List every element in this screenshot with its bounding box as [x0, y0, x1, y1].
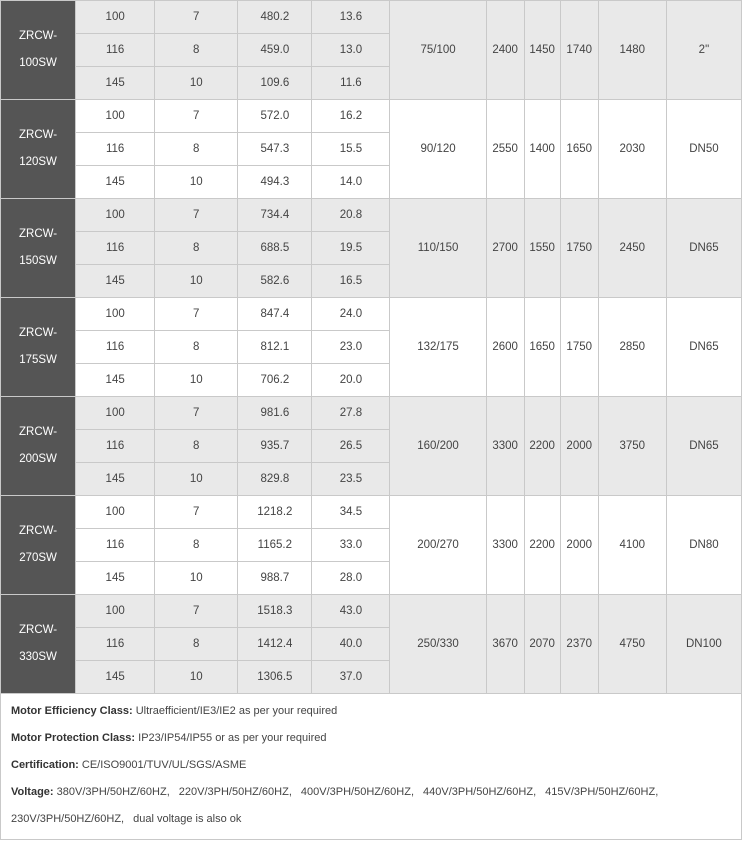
- model-name-prefix: ZRCW-: [18, 525, 58, 537]
- model-name-suffix: 270SW: [19, 552, 57, 564]
- table-cell: 847.4: [238, 298, 312, 331]
- table-cell: 116: [76, 133, 155, 166]
- table-cell: 10: [155, 166, 238, 199]
- voltage-label: Voltage:: [11, 786, 54, 798]
- weight-cell: 4100: [598, 496, 666, 595]
- dimension-cell: 2600: [486, 298, 524, 397]
- outlet-cell: 2": [666, 1, 741, 100]
- model-name-cell: [1, 298, 76, 397]
- table-cell: 116: [76, 331, 155, 364]
- power-cell: 75/100: [390, 1, 486, 100]
- table-cell: 734.4: [238, 199, 312, 232]
- dimension-cell: 2000: [560, 397, 598, 496]
- table-cell: 15.5: [312, 133, 390, 166]
- table-cell: 116: [76, 430, 155, 463]
- table-cell: 459.0: [238, 34, 312, 67]
- table-cell: 33.0: [312, 529, 390, 562]
- table-cell: 28.0: [312, 562, 390, 595]
- dimension-cell: 2000: [560, 496, 598, 595]
- certification-note: [11, 752, 731, 779]
- table-row: [1, 298, 742, 331]
- weight-cell: 2030: [598, 100, 666, 199]
- table-cell: 19.5: [312, 232, 390, 265]
- weight-cell: 2450: [598, 199, 666, 298]
- table-cell: 13.0: [312, 34, 390, 67]
- table-row: [1, 1, 742, 34]
- model-name-suffix: 175SW: [19, 354, 57, 366]
- table-cell: 10: [155, 562, 238, 595]
- motor-efficiency-note: [11, 698, 731, 725]
- table-cell: 8: [155, 628, 238, 661]
- dimension-cell: 1650: [560, 100, 598, 199]
- table-cell: 981.6: [238, 397, 312, 430]
- table-cell: 1218.2: [238, 496, 312, 529]
- table-cell: 11.6: [312, 67, 390, 100]
- table-row: [1, 496, 742, 529]
- model-name-cell: [1, 1, 76, 100]
- model-group: [1, 298, 742, 397]
- efficiency-value: Ultraefficient/IE3/IE2 as per your required: [132, 705, 338, 717]
- table-cell: 16.5: [312, 265, 390, 298]
- power-cell: 110/150: [390, 199, 486, 298]
- table-cell: 100: [76, 100, 155, 133]
- power-cell: 90/120: [390, 100, 486, 199]
- table-cell: 706.2: [238, 364, 312, 397]
- table-cell: 547.3: [238, 133, 312, 166]
- voltage-option: 400V/3PH/50HZ/60HZ,: [300, 786, 415, 798]
- table-cell: 145: [76, 364, 155, 397]
- efficiency-label: Motor Efficiency Class:: [11, 705, 133, 717]
- table-cell: 145: [76, 463, 155, 496]
- voltage-note-continued: [11, 806, 731, 833]
- table-cell: 24.0: [312, 298, 390, 331]
- table-cell: 8: [155, 331, 238, 364]
- table-cell: 40.0: [312, 628, 390, 661]
- table-cell: 23.0: [312, 331, 390, 364]
- table-row: [1, 199, 742, 232]
- voltage-option: 440V/3PH/50HZ/60HZ,: [423, 786, 537, 798]
- weight-cell: 1480: [598, 1, 666, 100]
- table-cell: 7: [155, 100, 238, 133]
- dimension-cell: 2400: [486, 1, 524, 100]
- model-name-cell: [1, 595, 76, 694]
- voltage-option: 380V/3PH/50HZ/60HZ,: [56, 786, 170, 798]
- weight-cell: 3750: [598, 397, 666, 496]
- outlet-cell: DN65: [666, 199, 741, 298]
- table-cell: 27.8: [312, 397, 390, 430]
- table-cell: 8: [155, 133, 238, 166]
- dimension-cell: 1450: [524, 1, 560, 100]
- dimension-cell: 2200: [524, 496, 560, 595]
- model-name-cell: [1, 496, 76, 595]
- table-cell: 1306.5: [238, 661, 312, 694]
- table-cell: 7: [155, 1, 238, 34]
- table-cell: 7: [155, 595, 238, 628]
- table-cell: 7: [155, 298, 238, 331]
- model-name-suffix: 120SW: [19, 156, 57, 168]
- table-cell: 935.7: [238, 430, 312, 463]
- model-name-prefix: ZRCW-: [18, 228, 58, 240]
- table-cell: 116: [76, 628, 155, 661]
- table-cell: 14.0: [312, 166, 390, 199]
- dimension-cell: 1400: [524, 100, 560, 199]
- table-cell: 145: [76, 265, 155, 298]
- table-cell: 43.0: [312, 595, 390, 628]
- table-cell: 23.5: [312, 463, 390, 496]
- table-cell: 100: [76, 199, 155, 232]
- table-cell: 829.8: [238, 463, 312, 496]
- table-cell: 812.1: [238, 331, 312, 364]
- model-name-prefix: ZRCW-: [18, 129, 58, 141]
- table-cell: 7: [155, 496, 238, 529]
- outlet-cell: DN65: [666, 397, 741, 496]
- table-cell: 8: [155, 232, 238, 265]
- dimension-cell: 3300: [486, 397, 524, 496]
- table-cell: 145: [76, 166, 155, 199]
- table-cell: 26.5: [312, 430, 390, 463]
- outlet-cell: DN50: [666, 100, 741, 199]
- model-name-prefix: ZRCW-: [18, 624, 58, 636]
- dimension-cell: 2200: [524, 397, 560, 496]
- voltage-option: 220V/3PH/50HZ/60HZ,: [178, 786, 292, 798]
- power-cell: 250/330: [390, 595, 486, 694]
- model-name-prefix: ZRCW-: [18, 327, 58, 339]
- table-cell: 10: [155, 661, 238, 694]
- dimension-cell: 1750: [560, 298, 598, 397]
- table-cell: 145: [76, 67, 155, 100]
- table-cell: 37.0: [312, 661, 390, 694]
- table-cell: 116: [76, 34, 155, 67]
- power-cell: 200/270: [390, 496, 486, 595]
- table-cell: 7: [155, 199, 238, 232]
- model-name-prefix: ZRCW-: [18, 426, 58, 438]
- table-row: [1, 397, 742, 430]
- table-cell: 109.6: [238, 67, 312, 100]
- table-cell: 100: [76, 298, 155, 331]
- model-name-suffix: 330SW: [19, 651, 57, 663]
- model-name-suffix: 100SW: [19, 57, 57, 69]
- dimension-cell: 2070: [524, 595, 560, 694]
- dimension-cell: 1750: [560, 199, 598, 298]
- voltage-option: 230V/3PH/50HZ/60HZ,: [11, 813, 125, 825]
- model-group: [1, 1, 742, 100]
- model-name-cell: [1, 100, 76, 199]
- table-cell: 100: [76, 496, 155, 529]
- model-name-cell: [1, 397, 76, 496]
- voltage-note: [11, 779, 731, 806]
- dimension-cell: 2550: [486, 100, 524, 199]
- table-cell: 494.3: [238, 166, 312, 199]
- protection-label: Motor Protection Class:: [11, 732, 136, 744]
- dimension-cell: 1740: [560, 1, 598, 100]
- table-cell: 100: [76, 1, 155, 34]
- table-cell: 13.6: [312, 1, 390, 34]
- dual-voltage-note: dual voltage is also ok: [133, 813, 242, 825]
- table-cell: 10: [155, 67, 238, 100]
- table-cell: 1165.2: [238, 529, 312, 562]
- table-cell: 20.8: [312, 199, 390, 232]
- certification-label: Certification:: [11, 759, 79, 771]
- dimension-cell: 2700: [486, 199, 524, 298]
- weight-cell: 4750: [598, 595, 666, 694]
- table-row: [1, 595, 742, 628]
- model-name-suffix: 150SW: [19, 255, 57, 267]
- outlet-cell: DN65: [666, 298, 741, 397]
- table-cell: 1518.3: [238, 595, 312, 628]
- dimension-cell: 3300: [486, 496, 524, 595]
- table-cell: 8: [155, 34, 238, 67]
- table-cell: 145: [76, 562, 155, 595]
- table-cell: 1412.4: [238, 628, 312, 661]
- protection-value: IP23/IP54/IP55 or as per your required: [135, 732, 327, 744]
- dimension-cell: 1550: [524, 199, 560, 298]
- table-cell: 116: [76, 529, 155, 562]
- power-cell: 160/200: [390, 397, 486, 496]
- table-cell: 688.5: [238, 232, 312, 265]
- power-cell: 132/175: [390, 298, 486, 397]
- dimension-cell: 2370: [560, 595, 598, 694]
- voltage-option: 415V/3PH/50HZ/60HZ,: [545, 786, 659, 798]
- model-name-suffix: 200SW: [19, 453, 57, 465]
- model-group: [1, 496, 742, 595]
- motor-protection-note: [11, 725, 731, 752]
- table-cell: 10: [155, 463, 238, 496]
- table-cell: 10: [155, 364, 238, 397]
- table-cell: 988.7: [238, 562, 312, 595]
- table-cell: 20.0: [312, 364, 390, 397]
- table-cell: 116: [76, 232, 155, 265]
- table-cell: 8: [155, 529, 238, 562]
- model-group: [1, 397, 742, 496]
- spec-notes: [0, 694, 742, 840]
- dimension-cell: 1650: [524, 298, 560, 397]
- model-name-cell: [1, 199, 76, 298]
- outlet-cell: DN100: [666, 595, 741, 694]
- model-name-prefix: ZRCW-: [18, 30, 58, 42]
- table-cell: 582.6: [238, 265, 312, 298]
- weight-cell: 2850: [598, 298, 666, 397]
- table-cell: 34.5: [312, 496, 390, 529]
- dimension-cell: 3670: [486, 595, 524, 694]
- table-cell: 100: [76, 595, 155, 628]
- table-cell: 8: [155, 430, 238, 463]
- table-cell: 10: [155, 265, 238, 298]
- model-group: [1, 595, 742, 694]
- table-cell: 480.2: [238, 1, 312, 34]
- outlet-cell: DN80: [666, 496, 741, 595]
- table-row: [1, 100, 742, 133]
- certification-value: CE/ISO9001/TUV/UL/SGS/ASME: [78, 759, 247, 771]
- table-cell: 572.0: [238, 100, 312, 133]
- model-group: [1, 199, 742, 298]
- table-cell: 100: [76, 397, 155, 430]
- table-cell: 16.2: [312, 100, 390, 133]
- table-cell: 7: [155, 397, 238, 430]
- table-cell: 145: [76, 661, 155, 694]
- model-group: [1, 100, 742, 199]
